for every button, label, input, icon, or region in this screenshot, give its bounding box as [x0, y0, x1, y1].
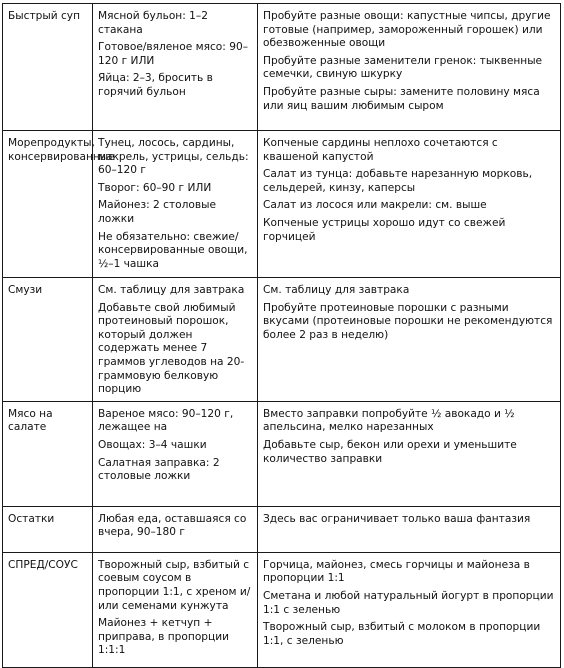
- ingredient-line: Творог: 60–90 г ИЛИ: [98, 181, 212, 194]
- table-row: [3, 401, 561, 506]
- ingredient-line: Готовое/вяленое мясо: 90–120 г ИЛИ: [98, 41, 248, 67]
- ingredient-line: Яйца: 2–3, бросить в горячий бульон: [98, 72, 213, 98]
- tips-cell: [258, 131, 561, 278]
- tips-cell: [258, 506, 561, 552]
- category-cell: [3, 4, 93, 131]
- tips-cell: [258, 278, 561, 402]
- table-row: [3, 131, 561, 278]
- table-row: [3, 552, 561, 667]
- ingredients-cell: [93, 401, 258, 506]
- category-label: Морепродукты, консервированные: [8, 137, 115, 163]
- category-cell: [3, 278, 93, 402]
- ingredients-cell: [93, 278, 258, 402]
- category-cell: [3, 506, 93, 552]
- tip-line: Копченые сардины неплохо сочетаются с квашеной капустой: [263, 137, 498, 163]
- tip-line: Здесь вас ограничивает только ваша фантазия: [263, 512, 531, 525]
- category-label: Остатки: [8, 512, 55, 525]
- ingredients-cell: [93, 131, 258, 278]
- category-label: Мясо на салате: [8, 407, 53, 434]
- ingredient-line: Добавьте свой любимый протеиновый порошок, который должен содержать менее 7 граммов углеводов на 20-граммовую белковую порцию: [98, 301, 245, 396]
- tip-line: Пробуйте разные сыры: замените половину мяса или яиц вашим любимым сыром: [263, 85, 540, 112]
- table-row: [3, 4, 561, 131]
- ingredient-line: Салатная заправка: 2 столовые ложки: [98, 456, 220, 483]
- ingredient-line: Творожный сыр, взбитый с соевым соусом в пропорции 1:1, с хреном и/или семенами кунжута: [98, 558, 251, 612]
- category-cell: [3, 131, 115, 278]
- tip-line: Пробуйте разные овощи: капустные чипсы, другие готовые (например, замороженный горошек) или обезвоженные овощи: [263, 10, 551, 50]
- tip-line: Добавьте сыр, бекон или орехи и уменьшите количество заправки: [263, 438, 517, 465]
- tip-line: См. таблицу для завтрака: [263, 284, 410, 296]
- table-row: [3, 278, 561, 402]
- category-label: Быстрый суп: [8, 10, 80, 22]
- category-cell: [3, 552, 93, 667]
- ingredients-cell: [93, 4, 258, 131]
- ingredient-line: Тунец, лосось, сардины, макрель, устрицы, сельдь: 60–120 г: [98, 137, 249, 177]
- tips-cell: [258, 4, 561, 131]
- tips-cell: [258, 552, 561, 667]
- tip-line: Сметана и любой натуральный йогурт в пропорции 1:1 с зеленью: [263, 589, 554, 616]
- tips-cell: [258, 401, 561, 506]
- ingredient-line: Майонез + кетчуп + приправа, в пропорции 1:1:1: [98, 617, 230, 657]
- ingredient-line: Вареное мясо: 90–120 г, лежащее на: [98, 407, 234, 434]
- ingredient-line: Овощах: 3–4 чашки: [98, 438, 207, 451]
- ingredients-cell: [93, 552, 258, 667]
- tip-line: Салат из тунца: добавьте нарезанную морковь, сельдерей, кинзу, каперсы: [263, 168, 533, 194]
- category-cell: [3, 401, 93, 506]
- tip-line: Пробуйте протеиновые порошки с разными вкусами (протеиновые порошки не рекомендуются более 2 раз в неделю): [263, 301, 553, 341]
- category-label: Смузи: [8, 284, 43, 296]
- ingredient-line: Не обязательно: свежие/консервированные овощи, ½–1 чашка: [98, 230, 248, 270]
- ingredient-line: Мясной бульон: 1–2 стакана: [98, 10, 208, 36]
- ingredient-line: Любая еда, оставшаяся со вчера, 90–180 г: [98, 512, 247, 539]
- tip-line: Вместо заправки попробуйте ½ авокадо и ½ апельсина, мелко нарезанных: [263, 407, 515, 434]
- ingredient-line: См. таблицу для завтрака: [98, 284, 245, 296]
- tip-line: Копченые устрицы хорошо идут со свежей горчицей: [263, 216, 506, 243]
- recipe-table: [2, 3, 561, 668]
- ingredient-line: Майонез: 2 столовые ложки: [98, 199, 216, 225]
- table-row: [3, 506, 561, 552]
- tip-line: Салат из лосося или макрели: см. выше: [263, 199, 487, 212]
- tip-line: Творожный сыр, взбитый с молоком в пропорции 1:1, с зеленью: [263, 621, 541, 647]
- tip-line: Пробуйте разные заменители гренок: тыквенные семечки, свиную шкурку: [263, 54, 543, 81]
- ingredients-cell: [93, 506, 258, 552]
- category-label: СПРЕД/СОУС: [8, 558, 78, 571]
- tip-line: Горчица, майонез, смесь горчицы и майонеза в пропорции 1:1: [263, 558, 530, 585]
